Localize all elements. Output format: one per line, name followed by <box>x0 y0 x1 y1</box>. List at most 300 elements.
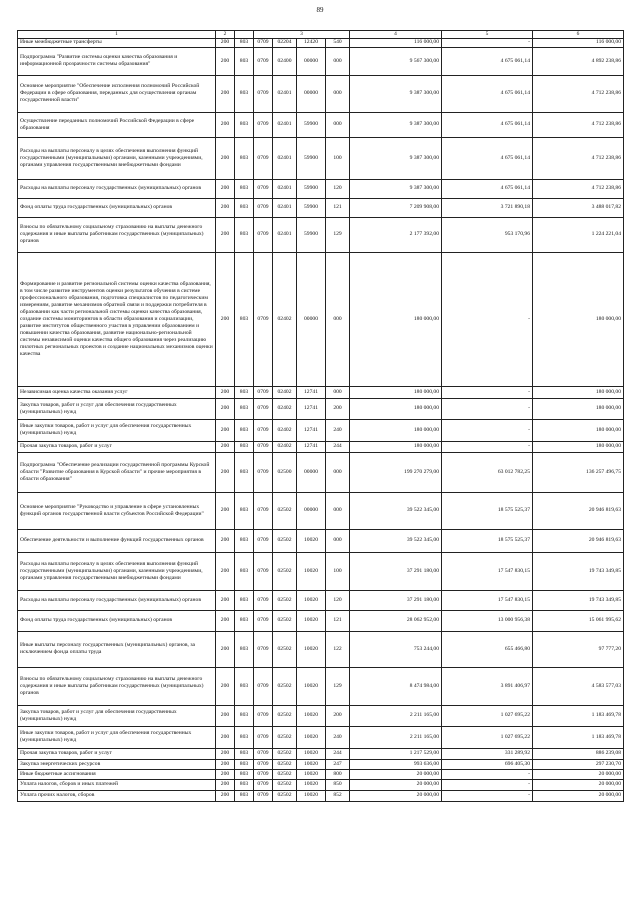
code-cell: 803 <box>235 386 254 398</box>
code-cell: 803 <box>235 252 254 386</box>
header-cell: 2 <box>216 31 235 39</box>
code-cell: 803 <box>235 452 254 492</box>
code-cell: 244 <box>326 748 350 759</box>
code-cell: 200 <box>216 441 235 452</box>
code-cell: 0709 <box>254 198 273 217</box>
row-name-cell: Уплата прочих налогов, сборов <box>18 790 216 801</box>
table-row <box>18 705 624 726</box>
amount-cell: 20 000,00 <box>533 779 624 790</box>
amount-cell: 18 575 525,37 <box>442 492 533 529</box>
code-cell: 803 <box>235 705 254 726</box>
code-cell: 200 <box>216 667 235 705</box>
row-name-cell: Закупка энергетических ресурсов <box>18 759 216 769</box>
code-cell: 803 <box>235 217 254 252</box>
table-row <box>18 529 624 552</box>
header-cell: 5 <box>442 31 533 39</box>
code-cell: 02502 <box>273 748 297 759</box>
code-cell: 0709 <box>254 769 273 779</box>
amount-cell: 4 675 061,14 <box>442 179 533 198</box>
code-cell: 000 <box>326 112 350 137</box>
code-cell: 0709 <box>254 552 273 590</box>
code-cell: 12420 <box>297 38 326 47</box>
code-cell: 02401 <box>273 217 297 252</box>
amount-cell: 39 522 345,00 <box>350 492 442 529</box>
code-cell: 0709 <box>254 610 273 631</box>
code-cell: 803 <box>235 779 254 790</box>
row-name-cell: Фонд оплаты труда государственных (муниципальных) органов <box>18 610 216 631</box>
row-name-cell: Прочая закупка товаров, работ и услуг <box>18 748 216 759</box>
code-cell: 000 <box>326 529 350 552</box>
table-row <box>18 419 624 441</box>
code-cell: 200 <box>326 398 350 419</box>
code-cell: 59900 <box>297 112 326 137</box>
code-cell: 200 <box>216 759 235 769</box>
table-row <box>18 252 624 386</box>
code-cell: 02402 <box>273 441 297 452</box>
code-cell: 803 <box>235 112 254 137</box>
amount-cell: 8 474 984,00 <box>350 667 442 705</box>
code-cell: 02502 <box>273 726 297 748</box>
code-cell: 10020 <box>297 726 326 748</box>
amount-cell: 19 743 349,85 <box>533 552 624 590</box>
amount-cell: - <box>442 386 533 398</box>
amount-cell: - <box>442 38 533 47</box>
table-row <box>18 452 624 492</box>
code-cell: 02500 <box>273 452 297 492</box>
code-cell: 200 <box>216 198 235 217</box>
code-cell: 803 <box>235 590 254 610</box>
code-cell: 803 <box>235 769 254 779</box>
table-row <box>18 748 624 759</box>
code-cell: 0709 <box>254 748 273 759</box>
code-cell: 803 <box>235 748 254 759</box>
row-name-cell: Иные бюджетные ассигнования <box>18 769 216 779</box>
page-number: 89 <box>316 6 324 14</box>
code-cell: 200 <box>216 590 235 610</box>
amount-cell: 1 217 529,00 <box>350 748 442 759</box>
header-cell: 4 <box>350 31 442 39</box>
code-cell: 00000 <box>297 452 326 492</box>
code-cell: 129 <box>326 667 350 705</box>
row-name-cell: Иные закупки товаров, работ и услуг для обеспечения государственных (муниципальных) нужд <box>18 419 216 441</box>
code-cell: 10020 <box>297 769 326 779</box>
code-cell: 10020 <box>297 759 326 769</box>
code-cell: 122 <box>326 631 350 667</box>
amount-cell: 9 387 300,00 <box>350 112 442 137</box>
amount-cell: 39 522 345,00 <box>350 529 442 552</box>
code-cell: 0709 <box>254 137 273 179</box>
table-row <box>18 790 624 801</box>
code-cell: 803 <box>235 398 254 419</box>
code-cell: 000 <box>326 492 350 529</box>
code-cell: 02502 <box>273 779 297 790</box>
code-cell: 0709 <box>254 386 273 398</box>
header-cell <box>235 31 254 39</box>
row-name-cell: Расходы на выплаты персоналу государственных (муниципальных) органов <box>18 179 216 198</box>
table-row <box>18 667 624 705</box>
amount-cell: 20 000,00 <box>350 779 442 790</box>
row-name-cell: Иные выплаты персоналу государственных (муниципальных) органов, за исключением фонда оплаты труда <box>18 631 216 667</box>
table-row <box>18 112 624 137</box>
amount-cell: 4 712 238,86 <box>533 179 624 198</box>
code-cell: 200 <box>216 137 235 179</box>
code-cell: 200 <box>216 748 235 759</box>
code-cell: 0709 <box>254 112 273 137</box>
amount-cell: 63 012 782,25 <box>442 452 533 492</box>
amount-cell: 993 636,00 <box>350 759 442 769</box>
code-cell: 10020 <box>297 667 326 705</box>
code-cell: 121 <box>326 198 350 217</box>
code-cell: 000 <box>326 252 350 386</box>
amount-cell: 136 257 496,75 <box>533 452 624 492</box>
budget-table <box>17 30 624 802</box>
code-cell: 200 <box>216 492 235 529</box>
code-cell: 803 <box>235 759 254 769</box>
code-cell: 12741 <box>297 441 326 452</box>
amount-cell: 19 743 349,85 <box>533 590 624 610</box>
code-cell: 10020 <box>297 529 326 552</box>
amount-cell: - <box>442 779 533 790</box>
code-cell: 0709 <box>254 38 273 47</box>
row-name-cell: Фонд оплаты труда государственных (муниципальных) органов <box>18 198 216 217</box>
amount-cell: - <box>442 769 533 779</box>
table-row <box>18 38 624 47</box>
amount-cell: 97 777,20 <box>533 631 624 667</box>
code-cell: 02502 <box>273 492 297 529</box>
code-cell: 803 <box>235 198 254 217</box>
amount-cell: 1 224 221,04 <box>533 217 624 252</box>
code-cell: 121 <box>326 610 350 631</box>
row-name-cell: Подпрограмма "Развитие системы оценки качества образования и информационной прозрачности системы образования" <box>18 47 216 75</box>
row-name-cell: Основное мероприятие "Руководство и управление в сфере установленных функций органов государственной власти субъектов Российской Федерации" <box>18 492 216 529</box>
table-header-row <box>18 31 624 39</box>
table-row <box>18 590 624 610</box>
row-name-cell: Взносы по обязательному социальному страхованию на выплаты денежного содержания и иные выплаты работникам государственных (муниципальных) органов <box>18 667 216 705</box>
code-cell: 240 <box>326 726 350 748</box>
header-cell: 1 <box>18 31 216 39</box>
row-name-cell: Иные закупки товаров, работ и услуг для обеспечения государственных (муниципальных) нужд <box>18 726 216 748</box>
code-cell: 200 <box>216 179 235 198</box>
row-name-cell: Прочая закупка товаров, работ и услуг <box>18 441 216 452</box>
table-row <box>18 726 624 748</box>
amount-cell: 2 211 165,00 <box>350 726 442 748</box>
row-name-cell: Иные межбюджетные трансферты <box>18 38 216 47</box>
code-cell: 02401 <box>273 112 297 137</box>
amount-cell: 7 209 908,00 <box>350 198 442 217</box>
code-cell: 02401 <box>273 198 297 217</box>
code-cell: 0709 <box>254 441 273 452</box>
row-name-cell: Расходы на выплаты персоналу государственных (муниципальных) органов <box>18 590 216 610</box>
code-cell: 02402 <box>273 419 297 441</box>
code-cell: 0709 <box>254 492 273 529</box>
table-row <box>18 137 624 179</box>
row-name-cell: Обеспечение деятельности и выполнение функций государственных органов <box>18 529 216 552</box>
amount-cell: - <box>442 441 533 452</box>
amount-cell: 4 583 577,03 <box>533 667 624 705</box>
code-cell: 0709 <box>254 179 273 198</box>
code-cell: 200 <box>216 452 235 492</box>
code-cell: 803 <box>235 38 254 47</box>
amount-cell: 9 387 300,00 <box>350 75 442 112</box>
code-cell: 200 <box>216 552 235 590</box>
code-cell: 0709 <box>254 75 273 112</box>
table-row <box>18 217 624 252</box>
code-cell: 200 <box>216 779 235 790</box>
code-cell: 0709 <box>254 631 273 667</box>
code-cell: 129 <box>326 217 350 252</box>
code-cell: 02402 <box>273 252 297 386</box>
code-cell: 0709 <box>254 790 273 801</box>
code-cell: 0709 <box>254 529 273 552</box>
amount-cell: 180 000,00 <box>350 398 442 419</box>
amount-cell: - <box>442 790 533 801</box>
code-cell: 0709 <box>254 47 273 75</box>
amount-cell: 3 891 406,97 <box>442 667 533 705</box>
amount-cell: 953 170,96 <box>442 217 533 252</box>
table-row <box>18 75 624 112</box>
code-cell: 02502 <box>273 610 297 631</box>
code-cell: 00000 <box>297 252 326 386</box>
amount-cell: 297 230,70 <box>533 759 624 769</box>
row-name-cell: Расходы на выплаты персоналу в целях обеспечения выполнения функций государственными (муниципальными) органами, казенными учреждениями, органами управления государственными внебюджетными фондами <box>18 137 216 179</box>
code-cell: 02502 <box>273 667 297 705</box>
code-cell: 200 <box>216 419 235 441</box>
code-cell: 540 <box>326 38 350 47</box>
amount-cell: 9 567 300,00 <box>350 47 442 75</box>
amount-cell: 18 575 525,37 <box>442 529 533 552</box>
amount-cell: 180 000,00 <box>533 398 624 419</box>
amount-cell: 20 000,00 <box>350 769 442 779</box>
amount-cell: 180 000,00 <box>350 386 442 398</box>
code-cell: 803 <box>235 492 254 529</box>
amount-cell: 1 027 695,22 <box>442 705 533 726</box>
code-cell: 0709 <box>254 667 273 705</box>
code-cell: 0709 <box>254 252 273 386</box>
amount-cell: 15 061 995,62 <box>533 610 624 631</box>
code-cell: 850 <box>326 779 350 790</box>
table-row <box>18 631 624 667</box>
code-cell: 10020 <box>297 590 326 610</box>
code-cell: 200 <box>216 726 235 748</box>
amount-cell: 4 712 238,86 <box>533 112 624 137</box>
table-row <box>18 779 624 790</box>
table-row <box>18 398 624 419</box>
amount-cell: 180 000,00 <box>350 252 442 386</box>
code-cell: 0709 <box>254 726 273 748</box>
code-cell: 00000 <box>297 75 326 112</box>
code-cell: 000 <box>326 452 350 492</box>
code-cell: 200 <box>326 705 350 726</box>
code-cell: 803 <box>235 47 254 75</box>
code-cell: 10020 <box>297 552 326 590</box>
header-cell: 3 <box>254 31 350 39</box>
code-cell: 10020 <box>297 779 326 790</box>
amount-cell: 696 405,30 <box>442 759 533 769</box>
row-name-cell: Осуществление переданных полномочий Российской Федерации в сфере образования <box>18 112 216 137</box>
code-cell: 12741 <box>297 386 326 398</box>
row-name-cell: Закупка товаров, работ и услуг для обеспечения государственных (муниципальных) нужд <box>18 398 216 419</box>
code-cell: 02502 <box>273 769 297 779</box>
amount-cell: 199 270 279,00 <box>350 452 442 492</box>
amount-cell: 37 291 180,00 <box>350 590 442 610</box>
code-cell: 803 <box>235 790 254 801</box>
code-cell: 000 <box>326 386 350 398</box>
code-cell: 120 <box>326 590 350 610</box>
code-cell: 02502 <box>273 790 297 801</box>
header-cell: 6 <box>533 31 624 39</box>
code-cell: 803 <box>235 631 254 667</box>
amount-cell: 4 712 238,86 <box>533 75 624 112</box>
code-cell: 02502 <box>273 590 297 610</box>
code-cell: 200 <box>216 252 235 386</box>
code-cell: 803 <box>235 529 254 552</box>
code-cell: 00000 <box>297 47 326 75</box>
code-cell: 00000 <box>297 492 326 529</box>
amount-cell: - <box>442 252 533 386</box>
code-cell: 02401 <box>273 179 297 198</box>
code-cell: 240 <box>326 419 350 441</box>
code-cell: 0709 <box>254 779 273 790</box>
code-cell: 59900 <box>297 179 326 198</box>
code-cell: 0709 <box>254 398 273 419</box>
code-cell: 200 <box>216 790 235 801</box>
amount-cell: 180 000,00 <box>533 441 624 452</box>
amount-cell: 180 000,00 <box>533 252 624 386</box>
code-cell: 200 <box>216 75 235 112</box>
amount-cell: 116 000,00 <box>533 38 624 47</box>
code-cell: 100 <box>326 137 350 179</box>
code-cell: 803 <box>235 610 254 631</box>
code-cell: 0709 <box>254 590 273 610</box>
code-cell: 803 <box>235 419 254 441</box>
amount-cell: 4 675 061,14 <box>442 75 533 112</box>
table-row <box>18 769 624 779</box>
code-cell: 02401 <box>273 137 297 179</box>
amount-cell: 655 466,80 <box>442 631 533 667</box>
code-cell: 200 <box>216 398 235 419</box>
table-row <box>18 441 624 452</box>
code-cell: 803 <box>235 552 254 590</box>
code-cell: 0709 <box>254 452 273 492</box>
code-cell: 02502 <box>273 529 297 552</box>
code-cell: 200 <box>216 38 235 47</box>
amount-cell: 4 712 238,86 <box>533 137 624 179</box>
amount-cell: 180 000,00 <box>533 419 624 441</box>
code-cell: 0709 <box>254 217 273 252</box>
code-cell: 02204 <box>273 38 297 47</box>
amount-cell: 4 675 061,14 <box>442 137 533 179</box>
code-cell: 02502 <box>273 759 297 769</box>
code-cell: 12741 <box>297 398 326 419</box>
code-cell: 120 <box>326 179 350 198</box>
table-row <box>18 759 624 769</box>
amount-cell: - <box>442 419 533 441</box>
row-name-cell: Независимая оценка качества оказания услуг <box>18 386 216 398</box>
amount-cell: 180 000,00 <box>350 441 442 452</box>
code-cell: 803 <box>235 667 254 705</box>
code-cell: 803 <box>235 137 254 179</box>
row-name-cell: Подпрограмма "Обеспечение реализации государственной программы Курской области "Развитие образования в Курской области" и прочие мероприятия в области образования" <box>18 452 216 492</box>
code-cell: 12741 <box>297 419 326 441</box>
code-cell: 02502 <box>273 631 297 667</box>
amount-cell: 20 000,00 <box>533 790 624 801</box>
amount-cell: 2 177 392,00 <box>350 217 442 252</box>
code-cell: 200 <box>216 386 235 398</box>
code-cell: 803 <box>235 726 254 748</box>
code-cell: 02401 <box>273 75 297 112</box>
table-row <box>18 198 624 217</box>
row-name-cell: Формирование и развитие региональной системы оценки качества образования, в том числе развитие инструментов оценки результатов обучения в системе профессионального образования, подготовка специалистов по педагогическим измерениям, развитие механизмов обратной связи и поддержки потребителя в образовании как части региональной системы оценки качества образования, создание системы мониторингов в области образования и социализации, развитие институтов общественного участия в управлении образованием и повышении качества образования, развитие национально-региональной системы независимой оценки качества общего образования через реализацию пилотных региональных проектов и создание национальных механизмов оценки качества <box>18 252 216 386</box>
code-cell: 200 <box>216 631 235 667</box>
code-cell: 10020 <box>297 610 326 631</box>
amount-cell: 3 488 017,82 <box>533 198 624 217</box>
code-cell: 000 <box>326 47 350 75</box>
amount-cell: 20 946 819,63 <box>533 529 624 552</box>
table-row <box>18 179 624 198</box>
amount-cell: 1 183 469,78 <box>533 726 624 748</box>
code-cell: 0709 <box>254 705 273 726</box>
code-cell: 200 <box>216 529 235 552</box>
code-cell: 59900 <box>297 137 326 179</box>
code-cell: 59900 <box>297 217 326 252</box>
amount-cell: 753 244,00 <box>350 631 442 667</box>
row-name-cell: Расходы на выплаты персоналу в целях обеспечения выполнения функций государственными (муниципальными) органами, казенными учреждениями, органами управления государственными внебюджетными фондами <box>18 552 216 590</box>
code-cell: 200 <box>216 112 235 137</box>
amount-cell: 4 675 061,14 <box>442 112 533 137</box>
table-row <box>18 386 624 398</box>
code-cell: 244 <box>326 441 350 452</box>
code-cell: 10020 <box>297 748 326 759</box>
amount-cell: 37 291 180,00 <box>350 552 442 590</box>
table-row <box>18 610 624 631</box>
code-cell: 02502 <box>273 552 297 590</box>
amount-cell: 116 000,00 <box>350 38 442 47</box>
amount-cell: 9 387 300,00 <box>350 179 442 198</box>
code-cell: 800 <box>326 769 350 779</box>
code-cell: 10020 <box>297 705 326 726</box>
code-cell: 0709 <box>254 759 273 769</box>
amount-cell: 3 721 890,18 <box>442 198 533 217</box>
amount-cell: 17 547 830,15 <box>442 552 533 590</box>
amount-cell: 180 000,00 <box>350 419 442 441</box>
amount-cell: 2 211 165,00 <box>350 705 442 726</box>
amount-cell: 180 000,00 <box>533 386 624 398</box>
code-cell: 200 <box>216 47 235 75</box>
amount-cell: 20 000,00 <box>350 790 442 801</box>
code-cell: 200 <box>216 217 235 252</box>
code-cell: 200 <box>216 769 235 779</box>
row-name-cell: Закупка товаров, работ и услуг для обеспечения государственных (муниципальных) нужд <box>18 705 216 726</box>
code-cell: 000 <box>326 75 350 112</box>
code-cell: 02400 <box>273 47 297 75</box>
code-cell: 803 <box>235 75 254 112</box>
table-row <box>18 552 624 590</box>
code-cell: 803 <box>235 179 254 198</box>
code-cell: 0709 <box>254 419 273 441</box>
amount-cell: 20 000,00 <box>533 769 624 779</box>
code-cell: 200 <box>216 705 235 726</box>
amount-cell: 13 000 956,38 <box>442 610 533 631</box>
amount-cell: 4 675 061,14 <box>442 47 533 75</box>
code-cell: 200 <box>216 610 235 631</box>
row-name-cell: Взносы по обязательному социальному страхованию на выплаты денежного содержания и иные выплаты работникам государственных (муниципальных) органов <box>18 217 216 252</box>
amount-cell: 4 892 238,86 <box>533 47 624 75</box>
amount-cell: 886 239,08 <box>533 748 624 759</box>
amount-cell: 1 027 695,22 <box>442 726 533 748</box>
amount-cell: 17 547 830,15 <box>442 590 533 610</box>
amount-cell: 1 183 469,78 <box>533 705 624 726</box>
code-cell: 02402 <box>273 386 297 398</box>
